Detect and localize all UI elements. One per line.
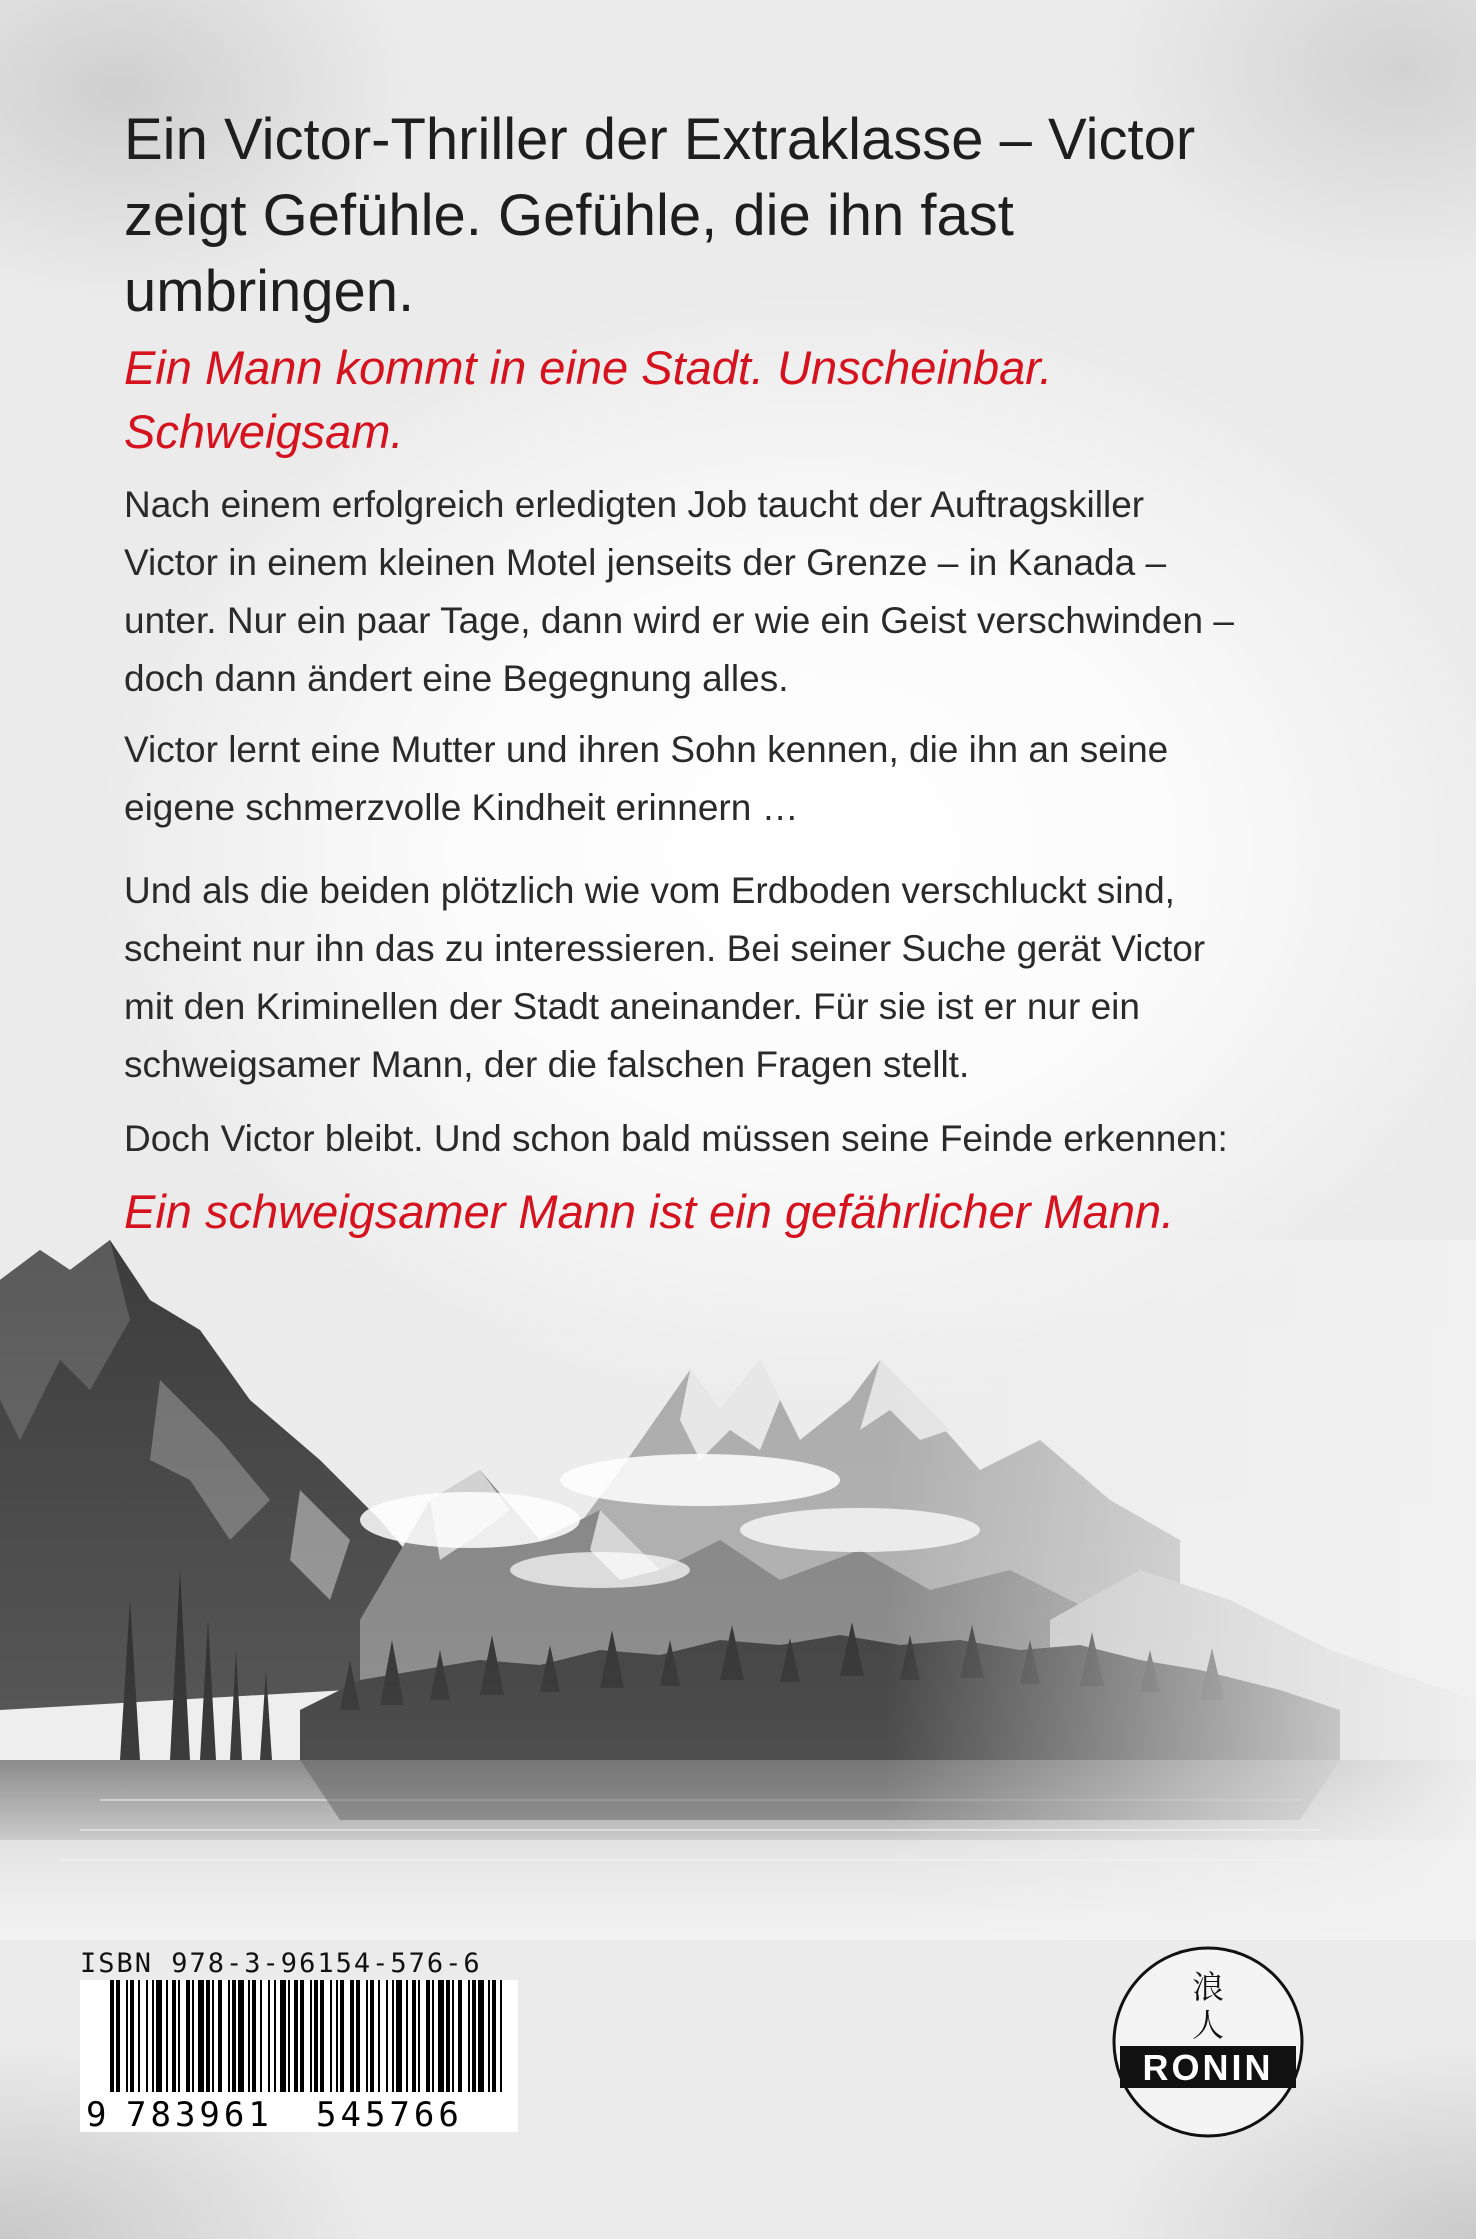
barcode-bar	[412, 1980, 416, 2092]
barcode-bar	[310, 1980, 312, 2092]
logo-name: RONIN	[1142, 2047, 1274, 2088]
barcode-bar	[130, 1980, 134, 2092]
barcode-bar	[500, 1980, 502, 2092]
isbn-barcode	[80, 1948, 518, 2132]
barcode-digit-prefix: 9	[86, 2095, 107, 2132]
isbn-label: ISBN 978-3-96154-576-6	[80, 1948, 482, 1979]
barcode-bar	[248, 1980, 250, 2092]
barcode-bar	[386, 1980, 388, 2092]
logo-glyph-top: 浪	[1191, 1968, 1225, 2006]
barcode-bar	[418, 1980, 420, 2092]
barcode-bar	[478, 1980, 484, 2092]
barcode-bar	[426, 1980, 430, 2092]
barcode-digits-left: 783961	[126, 2095, 273, 2132]
barcode-bar	[488, 1980, 490, 2092]
logo-glyph-bottom: 人	[1191, 2006, 1225, 2044]
barcode-bar	[110, 1980, 114, 2092]
barcode-bar	[260, 1980, 262, 2092]
barcode-bar	[178, 1980, 180, 2092]
barcode-bar	[218, 1980, 222, 2092]
barcode-bar	[458, 1980, 462, 2092]
barcode-bar	[446, 1980, 450, 2092]
ronin-publisher-logo	[1108, 1942, 1308, 2142]
blurb-paragraph-4: Doch Victor bleibt. Und schon bald müssen seine Feinde erkennen:	[124, 1118, 1228, 1159]
barcode-bar	[138, 1980, 140, 2092]
barcode-bar	[438, 1980, 444, 2092]
barcode-bar	[336, 1980, 338, 2092]
barcode-bar	[392, 1980, 394, 2092]
barcode-bar	[228, 1980, 230, 2092]
blurb-paragraph-2: Victor lernt eine Mutter und ihren Sohn kennen, die ihn an seine eigene schmerzvolle Kindheit erinnern …	[124, 729, 1169, 828]
barcode-bar	[126, 1980, 128, 2092]
barcode-bar	[366, 1980, 368, 2092]
barcode-bar	[452, 1980, 454, 2092]
headline: Ein Victor-Thriller der Extraklasse – Victor zeigt Gefühle. Gefühle, die ihn fast umbringen.	[124, 107, 1196, 324]
barcode-bar	[198, 1980, 204, 2092]
barcode-bar	[274, 1980, 276, 2092]
barcode-bar	[320, 1980, 324, 2092]
barcode-bar	[146, 1980, 148, 2092]
barcode-bar	[340, 1980, 344, 2092]
barcode-bar	[252, 1980, 256, 2092]
barcode-bar	[186, 1980, 190, 2092]
barcode-bars	[80, 1980, 518, 2132]
barcode-bar	[472, 1980, 476, 2092]
barcode-bar	[192, 1980, 194, 2092]
barcode-bar	[378, 1980, 380, 2092]
barcode-bar	[350, 1980, 354, 2092]
barcode-bar	[330, 1980, 332, 2092]
barcode-digits-right: 545766	[316, 2095, 463, 2132]
barcode-bar	[432, 1980, 434, 2092]
barcode-bar	[212, 1980, 214, 2092]
barcode-bar	[356, 1980, 360, 2092]
barcode-bar	[238, 1980, 244, 2092]
barcode-bar	[370, 1980, 374, 2092]
barcode-bar	[152, 1980, 154, 2092]
barcode-bar	[396, 1980, 402, 2092]
barcode-bar	[156, 1980, 162, 2092]
barcode-bar	[172, 1980, 176, 2092]
barcode-bar	[166, 1980, 168, 2092]
blurb-paragraph-3: Und als die beiden plötzlich wie vom Erdboden verschluckt sind, scheint nur ihn das zu interessieren. Bei seiner Suche gerät Victor mit den Kriminellen der Stadt aneinander. Für sie ist er nur ein schweigsamer Mann, der die falschen Fragen stellt.	[124, 870, 1206, 1085]
barcode-bar	[300, 1980, 304, 2092]
barcode-bar	[468, 1980, 470, 2092]
mountain-lake-illustration	[0, 1240, 1476, 1940]
barcode-bar	[232, 1980, 236, 2092]
barcode-bar	[492, 1980, 496, 2092]
blurb-paragraph-1: Nach einem erfolgreich erledigten Job taucht der Auftragskiller Victor in einem kleinen Motel jenseits der Grenze – in Kanada – unter. Nur ein paar Tage, dann wird er wie ein Geist verschwinden – doch dann ändert eine Begegnung alles.	[124, 484, 1234, 699]
tagline-top: Ein Mann kommt in eine Stadt. Unscheinbar. Schweigsam.	[124, 341, 1053, 458]
barcode-bar	[288, 1980, 290, 2092]
barcode-bar	[206, 1980, 210, 2092]
barcode-bar	[406, 1980, 408, 2092]
barcode-bar	[280, 1980, 286, 2092]
tagline-bottom: Ein schweigsamer Mann ist ein gefährlicher Mann.	[124, 1185, 1175, 1238]
barcode-bar	[116, 1980, 120, 2092]
barcode-bar	[268, 1980, 270, 2092]
barcode-bar	[314, 1980, 318, 2092]
barcode-bar	[294, 1980, 298, 2092]
